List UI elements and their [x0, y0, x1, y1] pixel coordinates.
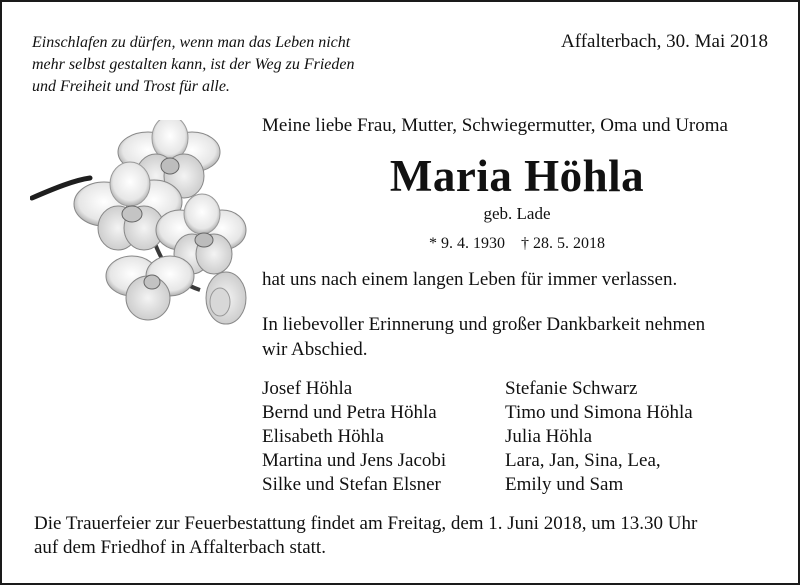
funeral-line: Die Trauerfeier zur Feuerbestattung findet am Freitag, dem 1. Juni 2018, um 13.30 Uhr	[34, 513, 698, 534]
mourner-entry: Martina und Jens Jacobi	[262, 450, 447, 471]
life-dates	[262, 235, 772, 253]
maiden-name: geb. Lade	[483, 204, 551, 223]
mourner-entry: Elisabeth Höhla	[262, 426, 384, 447]
farewell-text	[262, 312, 772, 362]
funeral-info	[34, 512, 697, 560]
mourner-entry: Bernd und Petra Höhla	[262, 402, 437, 423]
mourners-left-column	[262, 377, 446, 497]
mourner-entry: Josef Höhla	[262, 378, 353, 399]
passing-text: hat uns nach einem langen Leben für immer verlassen.	[262, 269, 678, 290]
mourner-entry: Silke und Stefan Elsner	[262, 474, 441, 495]
orchid-flower-icon	[30, 120, 248, 332]
motto-line: und Freiheit und Trost für alle.	[32, 78, 230, 95]
mourner-entry: Julia Höhla	[505, 426, 593, 447]
mourner-entry: Stefanie Schwarz	[505, 378, 638, 399]
motto-line: mehr selbst gestalten kann, ist der Weg zu Frieden	[32, 56, 355, 73]
death-date: † 28. 5. 2018	[521, 235, 605, 252]
mourner-entry: Emily und Sam	[505, 474, 624, 495]
farewell-line: In liebevoller Erinnerung und großer Dankbarkeit nehmen	[262, 314, 706, 335]
mourner-entry: Timo und Simona Höhla	[505, 402, 693, 423]
motto-line: Einschlafen zu dürfen, wenn man das Leben nicht	[32, 34, 351, 51]
mourners-right-column	[505, 377, 693, 497]
deceased-name: Maria Höhla	[389, 151, 645, 201]
mourner-entry: Lara, Jan, Sina, Lea,	[505, 450, 661, 471]
place-date: Affalterbach, 30. Mai 2018	[560, 31, 768, 52]
farewell-line: wir Abschied.	[262, 339, 368, 360]
intro-text: Meine liebe Frau, Mutter, Schwiegermutter, Oma und Uroma	[262, 115, 728, 136]
funeral-line: auf dem Friedhof in Affalterbach statt.	[34, 537, 326, 558]
motto-quote	[32, 32, 432, 98]
birth-date: * 9. 4. 1930	[429, 235, 505, 252]
